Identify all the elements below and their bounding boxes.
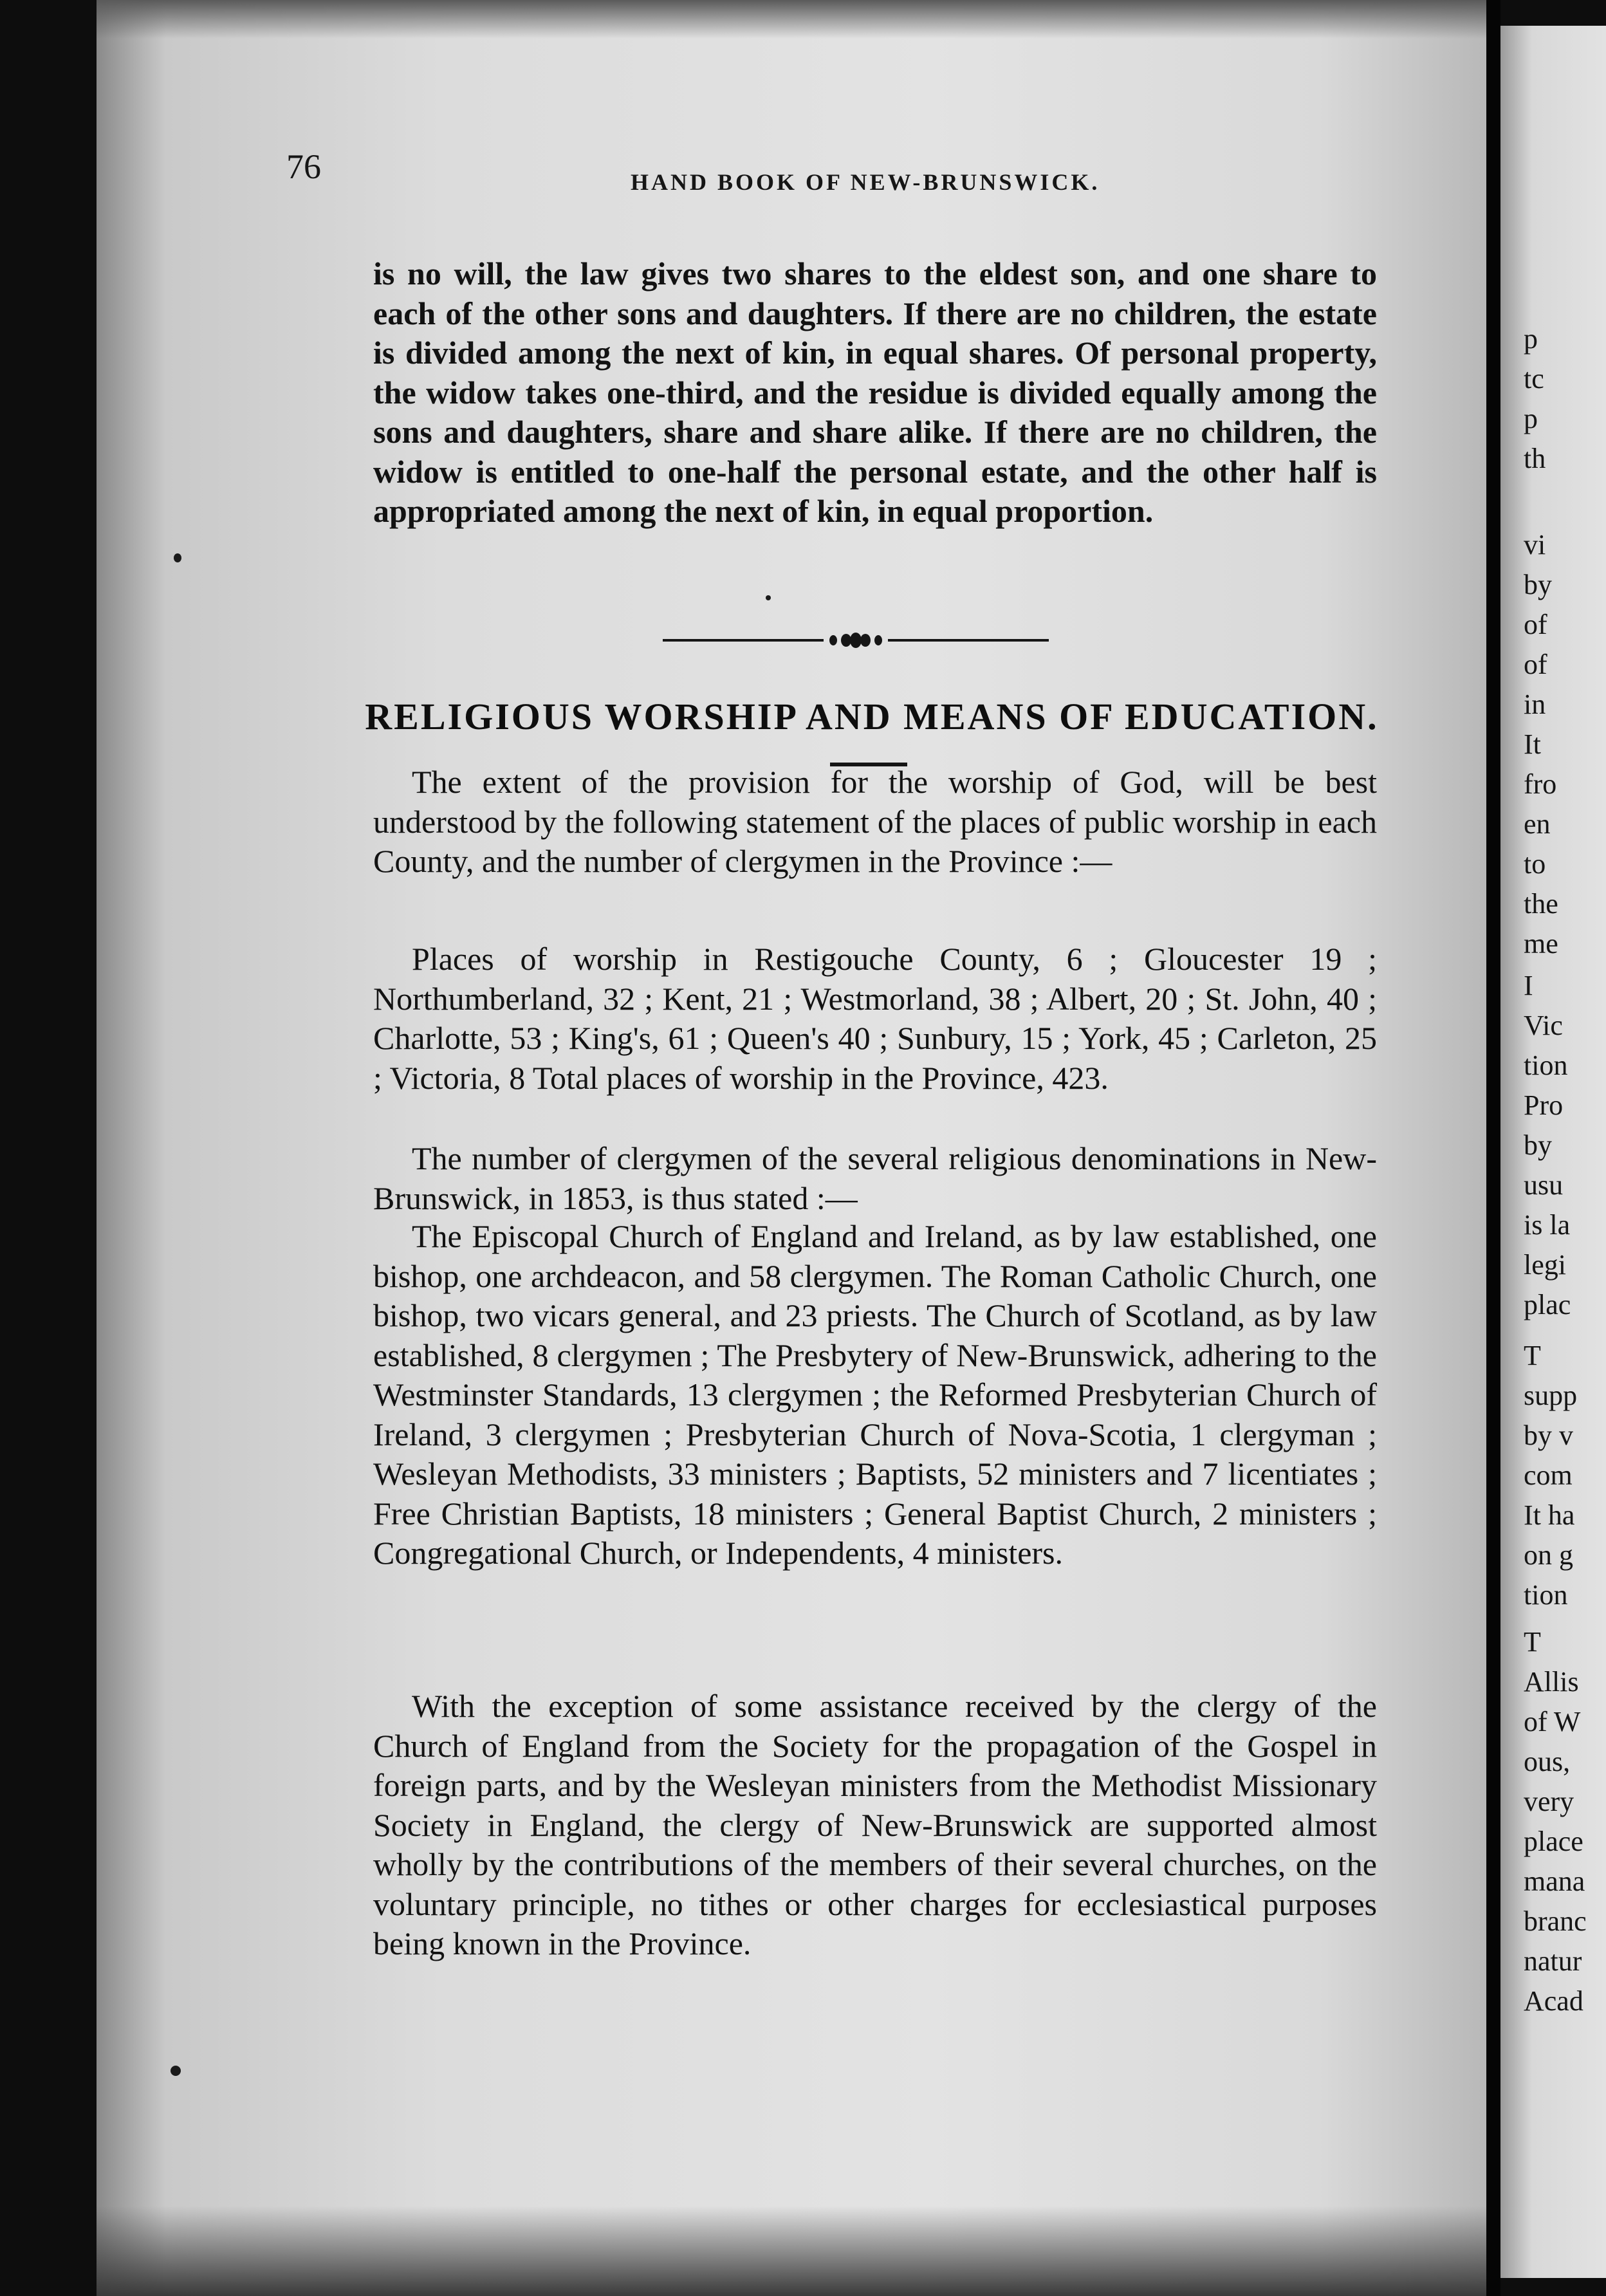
facing-page-line: of W bbox=[1524, 1706, 1581, 1737]
facing-page-edge bbox=[1500, 26, 1606, 2278]
paper-speck bbox=[766, 595, 771, 600]
paper-speck bbox=[174, 553, 181, 562]
facing-page-line: tion bbox=[1524, 1579, 1568, 1611]
section-heading: RELIGIOUS WORSHIP AND MEANS OF EDUCATION. bbox=[365, 696, 1379, 737]
facing-page-line: It ha bbox=[1524, 1499, 1575, 1531]
facing-page-line: of bbox=[1524, 649, 1547, 680]
facing-page-line: mana bbox=[1524, 1866, 1585, 1897]
paragraph-places-of-worship: Places of worship in Restigouche County, 6 ; Gloucester 19 ; Northumberland, 32 ; Kent, 21 ; Westmorland, 38 ; Albert, 20 ; St. John, 40 ; Charlotte, 53 ; King's, 61 ; Queen's 40 ; Sunbury, 15 ; York, 45 ; Carleton, 25 ; Victoria, 8 Total places of worship in the Province, 423. bbox=[373, 941, 1377, 1096]
facing-page-line: tc bbox=[1524, 363, 1544, 394]
facing-page-line: is la bbox=[1524, 1209, 1571, 1241]
facing-page-line: T bbox=[1524, 1340, 1541, 1371]
facing-page-line: ous, bbox=[1524, 1746, 1571, 1777]
paragraph-denominations: The Episcopal Church of England and Ireland, as by law established, one bishop, one archdeacon, and 58 clergymen. The Roman Catholic Church, one bishop, two vicars general, and 23 priests. The Church of Scotland, as by law established, 8 clergymen ; The Presbytery of New-Brunswick, adhering to the Westminster Standards, 13 clergymen ; the Reformed Presbyterian Church of Ireland, 3 clergymen ; Presbyterian Church of Nova-Scotia, 1 clergyman ; Wesleyan Methodists, 33 ministers ; Baptists, 52 ministers and 7 licentiates ; Free Christian Baptists, 18 ministers ; General Baptist Church, 2 ministers ; Congregational Church, or Independents, 4 ministers. bbox=[373, 1218, 1377, 1571]
facing-page-line: the bbox=[1524, 888, 1558, 920]
paragraph-inheritance: is no will, the law gives two shares to the eldest son, and one share to each of the other sons and daughters. If there are no children, the estate is divided among the next of kin, in equal shares. Of personal property, the widow takes one-third, and the residue is divided equally among the sons and daughters, share and share alike. If there are no children, the widow is entitled to one-half the personal estate, and the other half is appropriated among the next of kin, in equal proportion. bbox=[373, 255, 1377, 529]
facing-page-line: by bbox=[1524, 569, 1552, 600]
paragraph-worship-extent: The extent of the provision for the worship of God, will be best understood by the following statement of the places of public worship in each County, and the number of clergymen in the Province :— bbox=[373, 764, 1377, 879]
running-head: HAND BOOK OF NEW-BRUNSWICK. bbox=[631, 169, 1100, 195]
facing-page-line: usu bbox=[1524, 1169, 1564, 1201]
facing-page-line: I bbox=[1524, 970, 1533, 1001]
facing-page-line: Vic bbox=[1524, 1010, 1563, 1041]
facing-page-line: Acad bbox=[1524, 1985, 1583, 2017]
facing-page-line: T bbox=[1524, 1626, 1541, 1658]
facing-page-line: in bbox=[1524, 689, 1546, 720]
paragraph-clergy-support: With the exception of some assistance received by the clergy of the Church of England from the Society for the propagation of the Gospel in foreign parts, and by the Wesleyan ministers from the Methodist Missionary Society in England, the clergy of New-Brunswick are supported almost wholly by the contributions of the members of their several churches, on the voluntary principle, no tithes or other charges for ecclesiastical purposes being known in the Province. bbox=[373, 1688, 1377, 1961]
book-gutter bbox=[1486, 0, 1500, 2296]
facing-page-line: It bbox=[1524, 728, 1541, 760]
page-number: 76 bbox=[286, 147, 321, 186]
facing-page-line: by bbox=[1524, 1129, 1552, 1161]
facing-page-line: natur bbox=[1524, 1945, 1582, 1977]
facing-page-line: on g bbox=[1524, 1539, 1573, 1571]
facing-page-line: vi bbox=[1524, 529, 1546, 560]
facing-page-line: plac bbox=[1524, 1289, 1571, 1320]
facing-page-line: to bbox=[1524, 848, 1546, 880]
facing-page-line: of bbox=[1524, 609, 1547, 640]
facing-page-line: legi bbox=[1524, 1249, 1566, 1281]
facing-page-line: th bbox=[1524, 443, 1546, 474]
section-divider-ornament bbox=[663, 627, 1049, 653]
facing-page-line: tion bbox=[1524, 1050, 1568, 1081]
facing-page-line: supp bbox=[1524, 1380, 1578, 1411]
facing-page-line: by v bbox=[1524, 1420, 1573, 1451]
facing-page-line: Pro bbox=[1524, 1089, 1564, 1121]
facing-page-line: very bbox=[1524, 1786, 1574, 1817]
facing-page-line: place bbox=[1524, 1826, 1583, 1857]
facing-page-line: p bbox=[1524, 403, 1538, 434]
facing-page-line: p bbox=[1524, 323, 1538, 355]
facing-page-line: en bbox=[1524, 808, 1551, 840]
page-edge-shadow-top bbox=[97, 0, 1486, 39]
facing-page-line: me bbox=[1524, 928, 1558, 959]
facing-page-line: fro bbox=[1524, 768, 1557, 800]
facing-page-line: branc bbox=[1524, 1905, 1587, 1937]
facing-page-line: Allis bbox=[1524, 1666, 1579, 1698]
page-edge-shadow-bottom bbox=[97, 2206, 1486, 2296]
facing-page-line: com bbox=[1524, 1459, 1573, 1491]
paragraph-clergy-count: The number of clergymen of the several religious denominations in New-Brunswick, in 1853, is thus stated :— bbox=[373, 1140, 1377, 1216]
paper-speck bbox=[171, 2066, 181, 2076]
